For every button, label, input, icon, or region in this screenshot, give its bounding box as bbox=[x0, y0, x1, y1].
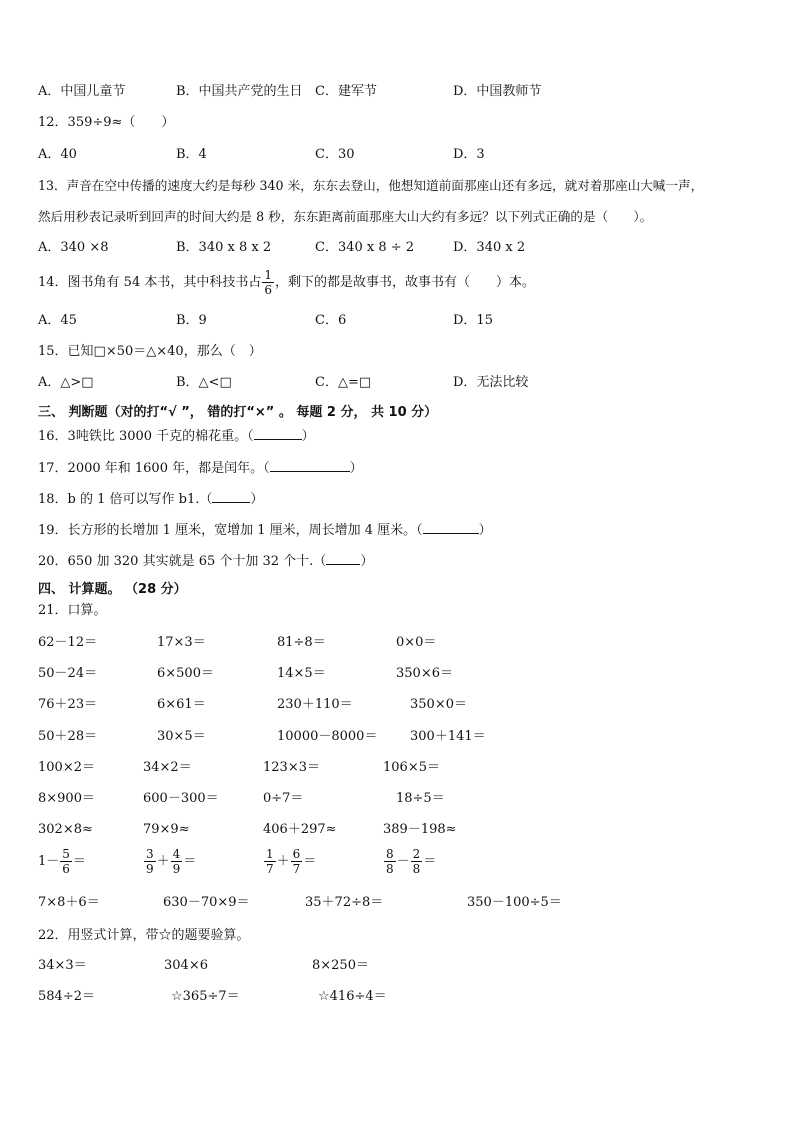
fraction-numerator: 4 bbox=[172, 847, 181, 861]
q15-option-b: B．△<□ bbox=[176, 375, 232, 390]
fraction-denominator: 8 bbox=[412, 862, 421, 876]
section-4-heading: 四、 计算题。 （28 分） bbox=[38, 582, 187, 597]
oral-calc-item: 76＋23＝ bbox=[38, 697, 98, 712]
judge-item-text: 16．3吨铁比 3000 千克的棉花重。（ bbox=[38, 429, 254, 444]
answer-blank[interactable] bbox=[423, 521, 479, 534]
q15-option-d: D．无法比较 bbox=[453, 375, 529, 390]
answer-blank[interactable] bbox=[270, 459, 350, 472]
judge-item-text: 18．b 的 1 倍可以写作 b1.（ bbox=[38, 492, 213, 507]
fraction-prefix: 1－ bbox=[38, 853, 60, 869]
oral-calc-item: 0÷7＝ bbox=[263, 791, 304, 806]
q14-option-a: A．45 bbox=[38, 313, 77, 328]
judge-item bbox=[38, 427, 315, 445]
fraction bbox=[291, 847, 303, 876]
oral-calc-item: 302×8≈ bbox=[38, 822, 93, 837]
oral-calc-item: 406＋297≈ bbox=[263, 822, 337, 837]
q15-option-a: A．△>□ bbox=[38, 375, 94, 390]
oral-calc-item: 389－198≈ bbox=[383, 822, 457, 837]
q14-before: 14．图书角有 54 本书，其中科技书占 bbox=[38, 275, 262, 290]
equals-sign: ＝ bbox=[183, 853, 197, 869]
oral-calc-item: 34×2＝ bbox=[143, 760, 192, 775]
equals-sign: ＝ bbox=[72, 853, 86, 869]
oral-calc-item: 50＋28＝ bbox=[38, 729, 98, 744]
oral-calc-item: 230＋110＝ bbox=[277, 697, 353, 712]
q21-heading: 21．口算。 bbox=[38, 603, 107, 618]
oral-calc-item: 350×6＝ bbox=[396, 666, 453, 681]
vertical-calc-item: 304×6 bbox=[164, 958, 208, 973]
fraction-operator: ＋ bbox=[156, 853, 170, 869]
q12-option-b: B．4 bbox=[176, 147, 207, 162]
judge-item bbox=[38, 521, 492, 539]
vertical-calc-item: ☆365÷7＝ bbox=[171, 989, 240, 1004]
fraction-calc-item bbox=[38, 847, 86, 876]
fraction-numerator: 8 bbox=[386, 847, 394, 861]
equals-sign: ＝ bbox=[303, 853, 317, 869]
oral-calc-item: 6×500＝ bbox=[157, 666, 214, 681]
q12-text: 12．359÷9≈（ ） bbox=[38, 115, 175, 130]
q13-option-c: C．340 x 8 ÷ 2 bbox=[315, 240, 415, 255]
oral-calc-item: 30×5＝ bbox=[157, 729, 206, 744]
fraction-calc-item bbox=[143, 847, 196, 876]
q15-option-c: C．△=□ bbox=[315, 375, 372, 390]
oral-calc-item: 123×3＝ bbox=[263, 760, 320, 775]
fraction-numerator: 5 bbox=[62, 847, 70, 861]
answer-blank[interactable] bbox=[212, 490, 250, 503]
q12-option-d: D．3 bbox=[453, 147, 485, 162]
oral-calc-item: 62－12＝ bbox=[38, 635, 98, 650]
mixed-calc-item: 7×8＋6＝ bbox=[38, 895, 100, 910]
fraction-denominator: 9 bbox=[146, 862, 154, 876]
oral-calc-item: 18÷5＝ bbox=[396, 791, 445, 806]
q14-text bbox=[38, 268, 535, 297]
judge-item-close: ） bbox=[478, 523, 492, 538]
mixed-calc-item: 630－70×9＝ bbox=[163, 895, 250, 910]
vertical-calc-item: ☆416÷4＝ bbox=[318, 989, 387, 1004]
fraction-operator: ＋ bbox=[276, 853, 290, 869]
judge-item bbox=[38, 490, 263, 508]
oral-calc-item: 17×3＝ bbox=[157, 635, 206, 650]
q12-option-a: A．40 bbox=[38, 147, 77, 162]
oral-calc-item: 350×0＝ bbox=[410, 697, 467, 712]
oral-calc-item: 50－24＝ bbox=[38, 666, 98, 681]
q11-option-a: A．中国儿童节 bbox=[38, 84, 126, 99]
q14-option-d: D．15 bbox=[453, 313, 493, 328]
judge-item-close: ） bbox=[360, 554, 374, 569]
section-3-heading: 三、 判断题（对的打“√ ”， 错的打“×” 。 每题 2 分， 共 10 分） bbox=[38, 405, 438, 420]
q22-heading: 22．用竖式计算，带☆的题要验算。 bbox=[38, 928, 250, 943]
judge-item-close: ） bbox=[250, 492, 264, 507]
vertical-calc-item: 8×250＝ bbox=[312, 958, 369, 973]
q14-fraction bbox=[262, 268, 274, 297]
mixed-calc-item: 350－100÷5＝ bbox=[467, 895, 562, 910]
q14-fraction-numerator: 1 bbox=[264, 268, 272, 282]
q11-option-d: D．中国教师节 bbox=[453, 84, 542, 99]
q13-line1: 13．声音在空中传播的速度大约是每秒 340 米，东东去登山，他想知道前面那座山还有多远，就对着那座山大喊一声， bbox=[38, 178, 704, 193]
judge-item-close: ） bbox=[301, 429, 315, 444]
fraction-numerator: 3 bbox=[146, 847, 154, 861]
judge-item bbox=[38, 552, 373, 570]
fraction-operator: － bbox=[396, 853, 410, 869]
q12-option-c: C．30 bbox=[315, 147, 355, 162]
judge-item bbox=[38, 459, 363, 477]
fraction-calc-item bbox=[263, 847, 316, 876]
fraction bbox=[384, 847, 396, 876]
oral-calc-item: 100×2＝ bbox=[38, 760, 95, 775]
oral-calc-item: 79×9≈ bbox=[143, 822, 190, 837]
oral-calc-item: 8×900＝ bbox=[38, 791, 95, 806]
judge-item-text: 17．2000 年和 1600 年，都是闰年。（ bbox=[38, 461, 270, 476]
vertical-calc-item: 584÷2＝ bbox=[38, 989, 95, 1004]
q15-text: 15．已知□×50＝△×40，那么（ ） bbox=[38, 344, 262, 359]
answer-blank[interactable] bbox=[326, 552, 360, 565]
fraction bbox=[171, 847, 183, 876]
fraction-denominator: 9 bbox=[172, 862, 181, 876]
q13-option-b: B．340 x 8 x 2 bbox=[176, 240, 272, 255]
oral-calc-item: 81÷8＝ bbox=[277, 635, 326, 650]
equals-sign: ＝ bbox=[423, 853, 437, 869]
q14-after: ，剩下的都是故事书，故事书有（ ）本。 bbox=[275, 275, 536, 290]
oral-calc-item: 10000－8000＝ bbox=[277, 729, 378, 744]
q14-option-c: C．6 bbox=[315, 313, 347, 328]
fraction bbox=[60, 847, 72, 876]
q11-option-b: B．中国共产党的生日 bbox=[176, 84, 303, 99]
q13-option-a: A．340 ×8 bbox=[38, 240, 109, 255]
fraction-numerator: 2 bbox=[412, 847, 421, 861]
q11-option-c: C．建军节 bbox=[315, 84, 377, 99]
fraction-denominator: 7 bbox=[292, 862, 301, 876]
oral-calc-item: 0×0＝ bbox=[396, 635, 437, 650]
mixed-calc-item: 35＋72÷8＝ bbox=[305, 895, 384, 910]
oral-calc-item: 14×5＝ bbox=[277, 666, 326, 681]
oral-calc-item: 300＋141＝ bbox=[410, 729, 486, 744]
fraction-denominator: 7 bbox=[266, 862, 274, 876]
judge-item-close: ） bbox=[349, 461, 363, 476]
q14-option-b: B．9 bbox=[176, 313, 207, 328]
oral-calc-item: 106×5＝ bbox=[383, 760, 440, 775]
fraction bbox=[144, 847, 156, 876]
oral-calc-item: 600－300＝ bbox=[143, 791, 219, 806]
q13-option-d: D．340 x 2 bbox=[453, 240, 526, 255]
answer-blank[interactable] bbox=[254, 427, 302, 440]
fraction bbox=[411, 847, 423, 876]
q13-line2: 然后用秒表记录听到回声的时间大约是 8 秒，东东距离前面那座大山大约有多远？以下列式正确的是（ ）。 bbox=[38, 209, 653, 224]
vertical-calc-item: 34×3＝ bbox=[38, 958, 87, 973]
fraction-numerator: 1 bbox=[266, 847, 274, 861]
q14-fraction-denominator: 6 bbox=[264, 283, 272, 297]
judge-item-text: 19．长方形的长增加 1 厘米，宽增加 1 厘米，周长增加 4 厘米。（ bbox=[38, 523, 423, 538]
fraction-calc-item bbox=[383, 847, 436, 876]
oral-calc-item: 6×61＝ bbox=[157, 697, 206, 712]
fraction-numerator: 6 bbox=[292, 847, 301, 861]
fraction-denominator: 8 bbox=[386, 862, 394, 876]
fraction bbox=[264, 847, 276, 876]
fraction-denominator: 6 bbox=[62, 862, 70, 876]
judge-item-text: 20．650 加 320 其实就是 65 个十加 32 个十.（ bbox=[38, 554, 327, 569]
